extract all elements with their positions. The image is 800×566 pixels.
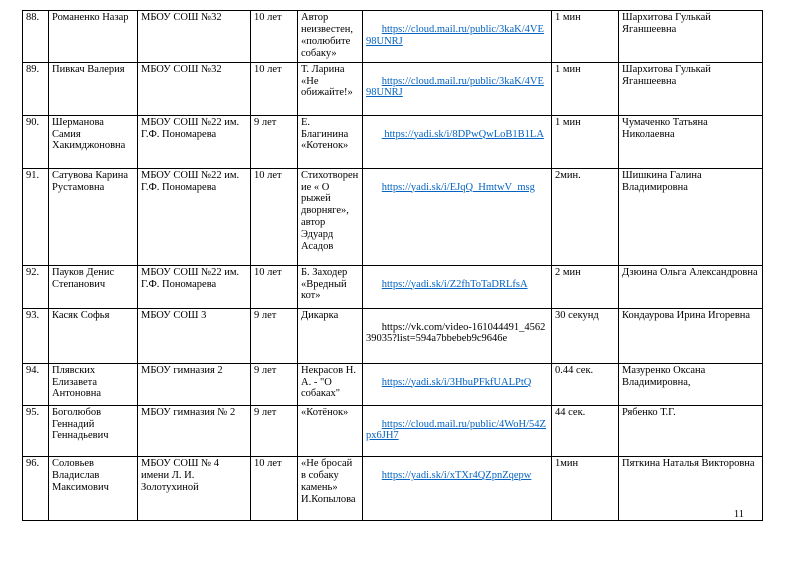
cell-teacher: Кондаурова Ирина Игоревна (619, 308, 763, 363)
participants-table (22, 10, 763, 521)
video-link[interactable]: https://yadi.sk/i/Z2fhToTaDRLfsA (381, 278, 528, 290)
video-link[interactable]: https://yadi.sk/i/xTXr4QZpnZqepw (381, 470, 532, 482)
cell-duration: 2 мин (552, 265, 619, 308)
cell-age: 10 лет (251, 457, 298, 521)
cell-video-link (363, 265, 552, 308)
table-row (23, 62, 763, 115)
cell-video-link (363, 363, 552, 405)
cell-video-link (363, 457, 552, 521)
cell-age: 10 лет (251, 11, 298, 63)
cell-age: 9 лет (251, 405, 298, 457)
table-row (23, 11, 763, 63)
cell-school: МБОУ СОШ № 4 имени Л. И. Золотухиной (138, 457, 251, 521)
cell-row-number: 91. (23, 168, 49, 265)
cell-duration: 44 сек. (552, 405, 619, 457)
cell-teacher: Шархитова Гулькай Яганшеевна (619, 62, 763, 115)
cell-work-title: «Не бросай в собаку камень» И.Копылова (298, 457, 363, 521)
cell-work-title: Стихотворение « О рыжей дворняге», автор Эдуард Асадов (298, 168, 363, 265)
cell-participant-name: Пауков Денис Степанович (49, 265, 138, 308)
cell-teacher: Мазуренко Оксана Владимировна, (619, 363, 763, 405)
cell-video-link (363, 115, 552, 168)
cell-work-title: Е. Благинина «Котенок» (298, 115, 363, 168)
cell-row-number: 93. (23, 308, 49, 363)
table-row (23, 168, 763, 265)
cell-duration: 2мин. (552, 168, 619, 265)
cell-row-number: 94. (23, 363, 49, 405)
video-link[interactable]: https://yadi.sk/i/8DPwQwLoB1B1LA (381, 128, 544, 140)
cell-work-title: Т. Ларина «Не обижайте!» (298, 62, 363, 115)
cell-teacher: Дзюина Ольга Александровна (619, 265, 763, 308)
cell-participant-name: Романенко Назар (49, 11, 138, 63)
table-row (23, 363, 763, 405)
cell-participant-name: Касяк Софья (49, 308, 138, 363)
cell-school: МБОУ СОШ 3 (138, 308, 251, 363)
cell-duration: 1 мин (552, 62, 619, 115)
cell-participant-name: Пивкач Валерия (49, 62, 138, 115)
cell-duration: 1 мин (552, 115, 619, 168)
cell-participant-name: Сатувова Карина Рустамовна (49, 168, 138, 265)
cell-row-number: 95. (23, 405, 49, 457)
cell-school: МБОУ гимназия 2 (138, 363, 251, 405)
cell-video-link (363, 62, 552, 115)
cell-age: 10 лет (251, 168, 298, 265)
cell-duration: 1 мин (552, 11, 619, 63)
table-row (23, 308, 763, 363)
table-row (23, 115, 763, 168)
cell-school: МБОУ СОШ №22 им. Г.Ф. Пономарева (138, 265, 251, 308)
cell-participant-name: Соловьев Владислав Максимович (49, 457, 138, 521)
cell-row-number: 88. (23, 11, 49, 63)
cell-participant-name: Боголюбов Геннадий Геннадьевич (49, 405, 138, 457)
cell-work-title: «Котёнок» (298, 405, 363, 457)
cell-row-number: 96. (23, 457, 49, 521)
cell-duration: 1мин (552, 457, 619, 521)
cell-video-link (363, 168, 552, 265)
cell-duration: 0.44 сек. (552, 363, 619, 405)
cell-age: 10 лет (251, 62, 298, 115)
cell-school: МБОУ СОШ №32 (138, 62, 251, 115)
cell-age: 9 лет (251, 363, 298, 405)
cell-school: МБОУ СОШ №22 им. Г.Ф. Пономарева (138, 115, 251, 168)
cell-video-link (363, 405, 552, 457)
cell-work-title: Б. Заходер «Вредный кот» (298, 265, 363, 308)
cell-row-number: 90. (23, 115, 49, 168)
cell-age: 9 лет (251, 308, 298, 363)
cell-teacher: Шишкина Галина Владимировна (619, 168, 763, 265)
cell-age: 10 лет (251, 265, 298, 308)
participants-table-body (23, 11, 763, 521)
video-link: https://vk.com/video-161044491_456239035?list=594a7bbebeb9c9646e (366, 321, 546, 345)
cell-video-link (363, 11, 552, 63)
cell-school: МБОУ СОШ №22 им. Г.Ф. Пономарева (138, 168, 251, 265)
cell-teacher: Шархитова Гулькай Яганшеевна (619, 11, 763, 63)
cell-school: МБОУ гимназия № 2 (138, 405, 251, 457)
table-row (23, 457, 763, 521)
table-row (23, 265, 763, 308)
cell-teacher: Рябенко Т.Г. (619, 405, 763, 457)
cell-work-title: Дикарка (298, 308, 363, 363)
table-row (23, 405, 763, 457)
cell-work-title: Автор неизвестен, «полюбите собаку» (298, 11, 363, 63)
cell-row-number: 92. (23, 265, 49, 308)
page-number: 11 (733, 509, 744, 520)
cell-video-link (363, 308, 552, 363)
video-link[interactable]: https://cloud.mail.ru/public/4WoH/54Zpx6JH7 (366, 418, 546, 442)
cell-participant-name: Плявских Елизавета Антоновна (49, 363, 138, 405)
video-link[interactable]: https://yadi.sk/i/EJqQ_HmtwV_msg (381, 181, 535, 193)
video-link[interactable]: https://yadi.sk/i/3HbuPFkfUALPtQ (381, 376, 532, 388)
cell-duration: 30 секунд (552, 308, 619, 363)
cell-age: 9 лет (251, 115, 298, 168)
cell-work-title: Некрасов Н. А. - "О собаках" (298, 363, 363, 405)
video-link[interactable]: https://cloud.mail.ru/public/3kaK/4VE98UNRJ (366, 23, 544, 47)
cell-teacher: Пяткина Наталья Викторовна (619, 457, 763, 521)
cell-row-number: 89. (23, 62, 49, 115)
cell-participant-name: Шерманова Самия Хакимджоновна (49, 115, 138, 168)
video-link[interactable]: https://cloud.mail.ru/public/3kaK/4VE98UNRJ (366, 75, 544, 99)
cell-school: МБОУ СОШ №32 (138, 11, 251, 63)
cell-teacher: Чумаченко Татьяна Николаевна (619, 115, 763, 168)
